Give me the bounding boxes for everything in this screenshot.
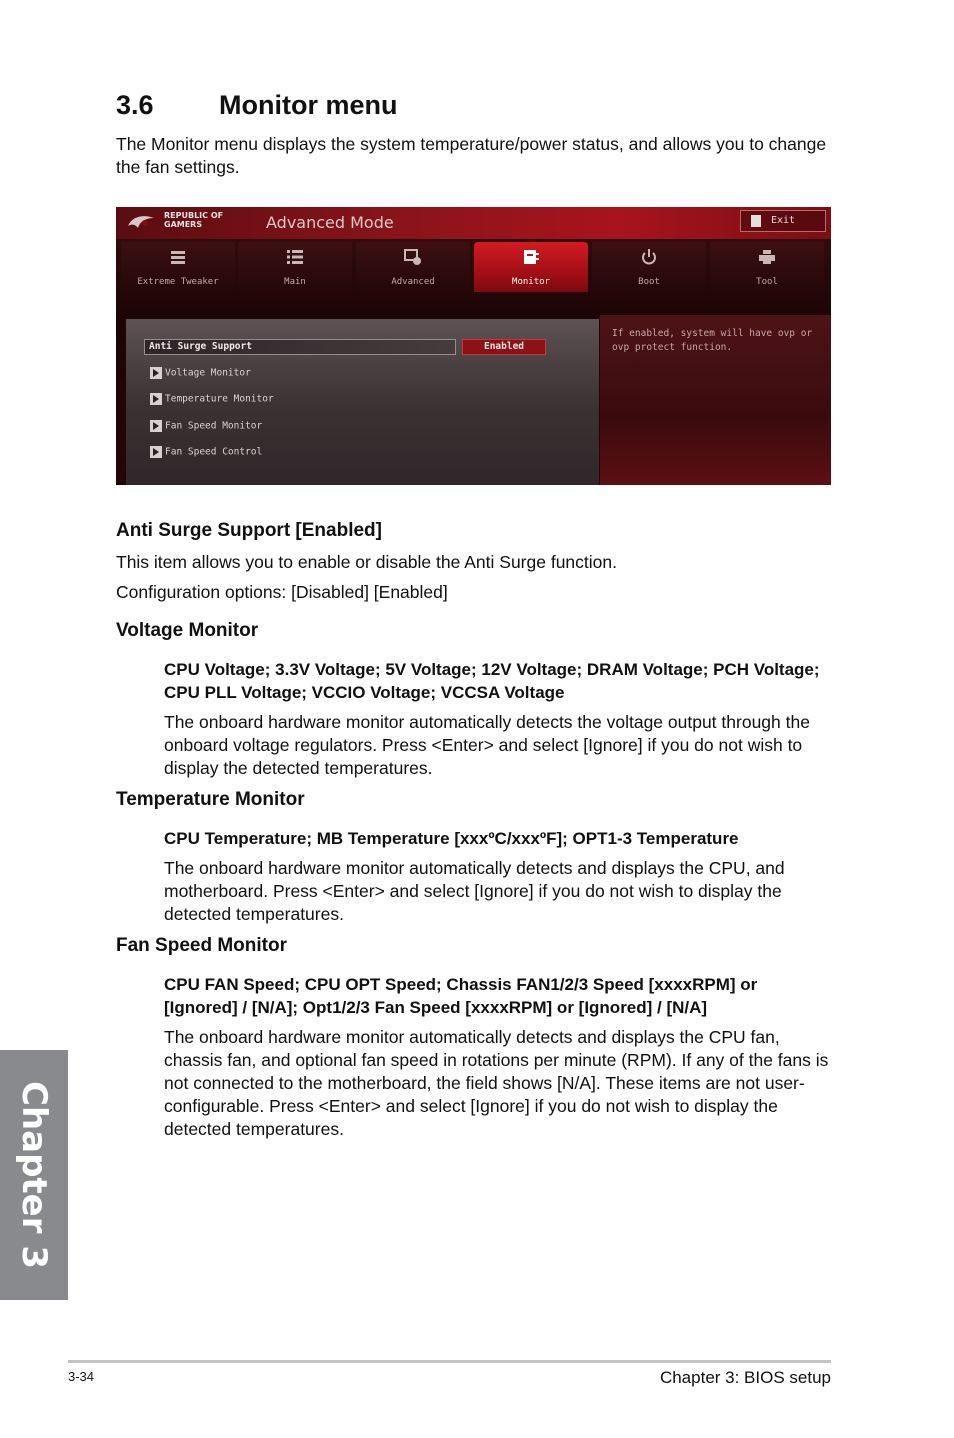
submenu-label: Temperature Monitor (165, 393, 274, 405)
printer-tool-icon (758, 248, 776, 266)
section-title-text: Monitor menu (219, 90, 398, 120)
anti-surge-value-text: Enabled (483, 341, 525, 352)
voltage-items: CPU Voltage; 3.3V Voltage; 5V Voltage; 12V Voltage; DRAM Voltage; PCH Voltage; CPU PLL Voltage; VCCIO Voltage; VCCSA Voltage (164, 660, 820, 702)
fan-heading: Fan Speed Monitor (116, 935, 287, 956)
list-icon (286, 248, 304, 266)
tab-main[interactable] (238, 242, 352, 292)
temperature-desc: The onboard hardware monitor automatically detects and displays the CPU, and motherboard. Press <Enter> and select [Ignore] if you do not wish to display the detected temperatures. (164, 858, 785, 924)
bios-screenshot (116, 207, 831, 485)
footer-chapter: Chapter 3: BIOS setup (659, 1368, 831, 1387)
exit-label: Exit (771, 215, 796, 226)
exit-button[interactable] (740, 210, 826, 232)
tab-label: Monitor (512, 277, 550, 287)
temperature-heading: Temperature Monitor (116, 789, 305, 810)
rog-logo-icon (126, 212, 156, 234)
brand-line-2: GAMERS (164, 220, 203, 229)
brand-line-1: REPUBLIC OF (164, 211, 224, 220)
bios-brand (164, 211, 223, 229)
chapter-side-tab (0, 1050, 68, 1300)
tab-advanced[interactable] (356, 242, 470, 292)
tab-label: Advanced (391, 277, 435, 287)
section-number: 3.6 (116, 90, 154, 120)
submenu-fan-speed-control[interactable] (150, 446, 262, 460)
anti-surge-heading: Anti Surge Support [Enabled] (116, 520, 382, 541)
submenu-voltage-monitor[interactable] (150, 367, 251, 381)
fan-desc: The onboard hardware monitor automatically detects and displays the CPU fan, chassis fan, and optional fan speed in rotations per minute (RPM). If any of the fans is not connected to the motherboard, the field shows [N/A]. These items are not user-configurable. Press <Enter> and select [Ignore] if you do not wish to display the detected temperatures. (164, 1027, 829, 1139)
submenu-label: Fan Speed Monitor (165, 420, 263, 432)
tab-monitor[interactable] (474, 242, 588, 292)
anti-surge-desc: This item allows you to enable or disable the Anti Surge function. (116, 552, 617, 572)
fan-items: CPU FAN Speed; CPU OPT Speed; Chassis FAN1/2/3 Speed [xxxxRPM] or [Ignored] / [N/A]; Opt1/2/3 Fan Speed [xxxxRPM] or [Ignored] / [N/A] (164, 975, 758, 1017)
voltage-desc: The onboard hardware monitor automatically detects the voltage output through the onboard voltage regulators. Press <Enter> and select [Ignore] if you do not wish to display the detected temperatures. (164, 712, 810, 778)
section-intro: The Monitor menu displays the system temperature/power status, and allows you to change the fan settings. (116, 134, 827, 177)
bios-header (116, 207, 831, 239)
submenu-fan-speed-monitor[interactable] (150, 420, 262, 434)
tab-label: Tool (756, 277, 778, 287)
anti-surge-options: Configuration options: [Disabled] [Enabled] (116, 582, 448, 602)
anti-surge-support-item[interactable] (144, 339, 456, 355)
bios-mode-title: Advanced Mode (266, 213, 394, 232)
temperature-items: CPU Temperature; MB Temperature [xxxºC/xxxºF]; OPT1-3 Temperature (164, 829, 739, 848)
tab-tool[interactable] (710, 242, 824, 292)
voltage-heading: Voltage Monitor (116, 620, 259, 641)
page-number: 3-34 (68, 1369, 95, 1384)
advanced-icon (404, 248, 422, 266)
anti-surge-value[interactable] (462, 339, 546, 355)
bios-help-panel (600, 315, 831, 485)
submenu-temperature-monitor[interactable] (150, 393, 274, 407)
tab-extreme-tweaker[interactable] (121, 242, 235, 292)
monitor-gauge-icon (522, 248, 540, 266)
tab-label: Main (284, 277, 306, 287)
submenu-arrow-icon (150, 446, 162, 458)
help-text: If enabled, system will have ovp or ovp protect function. (612, 328, 813, 353)
exit-door-icon (751, 215, 761, 227)
submenu-arrow-icon (150, 420, 162, 432)
submenu-label: Voltage Monitor (165, 367, 251, 379)
submenu-arrow-icon (150, 393, 162, 405)
submenu-arrow-icon (150, 367, 162, 379)
chapter-tab-label: Chapter 3 (14, 1080, 54, 1270)
footer-rule (68, 1360, 831, 1363)
tab-label: Boot (638, 277, 660, 287)
submenu-label: Fan Speed Control (165, 446, 263, 458)
power-icon (640, 248, 658, 266)
tab-label: Extreme Tweaker (137, 277, 219, 287)
section-title (116, 90, 397, 121)
anti-surge-label: Anti Surge Support (149, 341, 252, 352)
tab-boot[interactable] (592, 242, 706, 292)
tweaker-icon (169, 248, 187, 266)
